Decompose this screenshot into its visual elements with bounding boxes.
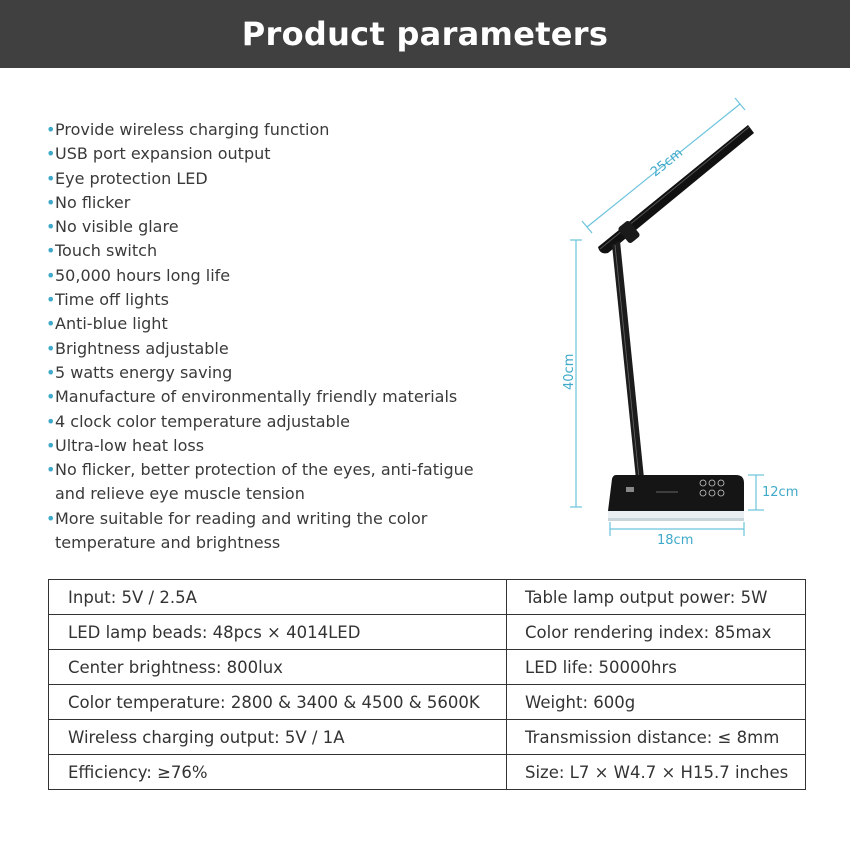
table-cell: LED lamp beads: 48pcs × 4014LED [49, 615, 507, 650]
feature-item: • Ultra-low heat loss [46, 434, 516, 458]
feature-item: • Provide wireless charging function [46, 118, 516, 142]
table-cell: Wireless charging output: 5V / 1A [49, 720, 507, 755]
feature-item: • Brightness adjustable [46, 337, 516, 361]
table-cell: Size: L7 × W4.7 × H15.7 inches [507, 755, 806, 790]
bullet-icon: • [46, 265, 56, 285]
arm-length-label: 25cm [648, 145, 686, 181]
table-cell: Weight: 600g [507, 685, 806, 720]
bullet-icon: • [46, 314, 56, 334]
bullet-icon: • [46, 144, 56, 164]
feature-item: • 5 watts energy saving [46, 361, 516, 385]
feature-item: • USB port expansion output [46, 142, 516, 166]
lamp-diagram [560, 95, 810, 555]
feature-item-continuation: temperature and brightness [55, 533, 281, 553]
bullet-icon: • [46, 217, 56, 237]
feature-item: • Touch switch [46, 239, 516, 263]
feature-item: • More suitable for reading and writing the color [46, 507, 516, 531]
bullet-icon: • [46, 168, 56, 188]
feature-item: • 50,000 hours long life [46, 264, 516, 288]
table-row [49, 720, 806, 755]
bullet-icon: • [46, 508, 56, 528]
table-row [49, 580, 806, 615]
feature-item: • No flicker [46, 191, 516, 215]
bullet-icon: • [46, 435, 56, 455]
bullet-icon: • [46, 387, 56, 407]
width-label: 18cm [657, 533, 694, 548]
feature-item: • Manufacture of environmentally friendly materials [46, 385, 516, 409]
table-cell: Color rendering index: 85max [507, 615, 806, 650]
lamp-base [608, 475, 744, 511]
table-row [49, 755, 806, 790]
bullet-icon: • [46, 241, 56, 261]
table-cell: Input: 5V / 2.5A [49, 580, 507, 615]
lamp-head [598, 125, 754, 253]
bullet-icon: • [46, 120, 56, 139]
table-cell: Center brightness: 800lux [49, 650, 507, 685]
page-title: Product parameters [241, 15, 609, 53]
table-cell: Color temperature: 2800 & 3400 & 4500 & 5600K [49, 685, 507, 720]
feature-item: • Time off lights [46, 288, 516, 312]
feature-item-continuation: and relieve eye muscle tension [55, 484, 305, 504]
feature-item: • Anti-blue light [46, 312, 516, 336]
table-cell: LED life: 50000hrs [507, 650, 806, 685]
depth-label: 12cm [762, 485, 799, 500]
usb-port-icon [626, 487, 634, 492]
bullet-icon: • [46, 290, 56, 310]
feature-item: • No flicker, better protection of the eyes, anti-fatigue [46, 458, 516, 482]
table-row [49, 685, 806, 720]
height-label: 40cm [562, 353, 577, 390]
feature-list [46, 118, 516, 555]
bullet-icon: • [46, 460, 56, 480]
bullet-icon: • [46, 362, 56, 382]
table-cell: Efficiency: ≥76% [49, 755, 507, 790]
bullet-icon: • [46, 192, 56, 212]
feature-item: • No visible glare [46, 215, 516, 239]
feature-item: • Eye protection LED [46, 167, 516, 191]
lamp-arm [612, 241, 645, 489]
table-cell: Transmission distance: ≤ 8mm [507, 720, 806, 755]
table-row [49, 650, 806, 685]
table-cell: Table lamp output power: 5W [507, 580, 806, 615]
table-row [49, 615, 806, 650]
parameters-table [48, 579, 806, 790]
bullet-icon: • [46, 338, 56, 358]
feature-item: • 4 clock color temperature adjustable [46, 410, 516, 434]
page-header [0, 0, 850, 68]
bullet-icon: • [46, 411, 56, 431]
